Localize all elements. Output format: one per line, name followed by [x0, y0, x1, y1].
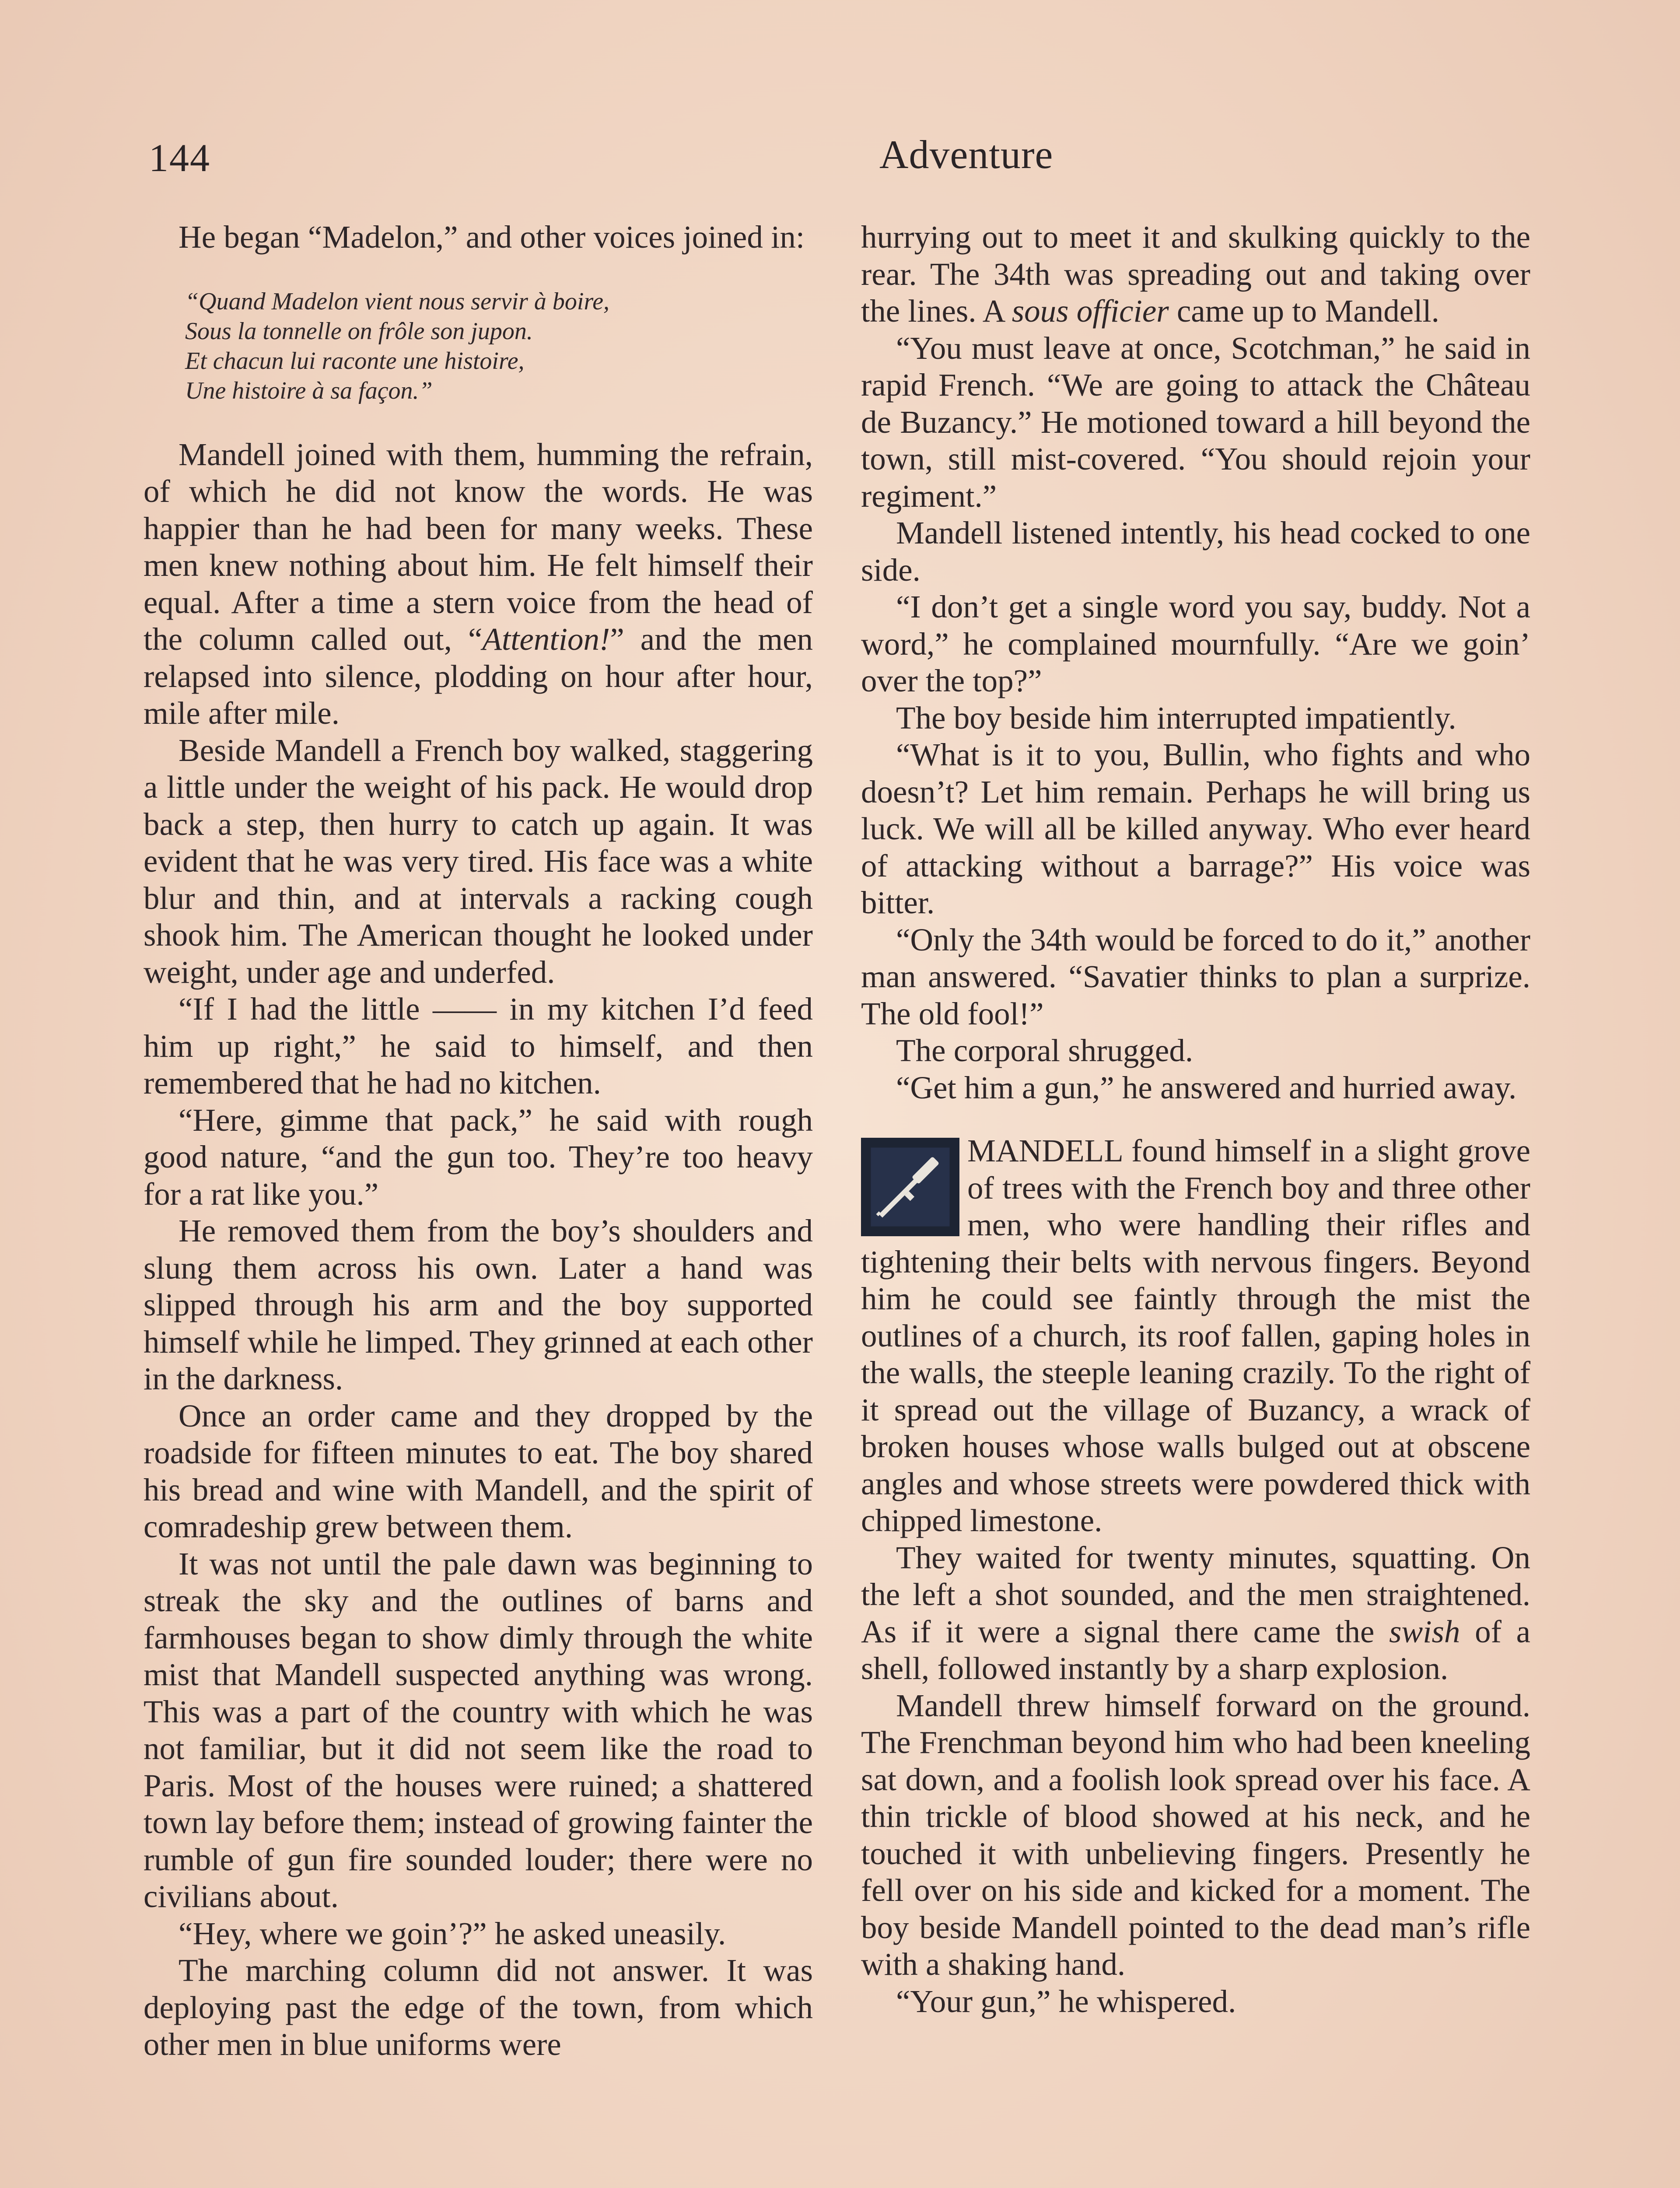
- paragraph: “You must leave at once, Scotchman,” he said in rapid French. “We are going to attack the Château de Buzancy.” He motioned toward a hill beyond the town, still mist-covered. “You should rejoin your regiment.”: [861, 330, 1530, 514]
- page-header: [144, 131, 1536, 193]
- right-column: [861, 219, 1530, 2020]
- page-number: 144: [149, 137, 210, 180]
- left-column: [144, 219, 813, 2063]
- verse-line: Et chacun lui raconte une histoire,: [185, 347, 525, 375]
- paragraph: It was not until the pale dawn was beginning to streak the sky and the outlines of barns and farmhouses began to show dimly through the white mist that Mandell suspected anything was wrong. This was a part of the country with which he was not familiar, but it did not seem like the road to Paris. Most of the houses were ruined; a shattered town lay before them; instead of growing fainter the rumble of gun fire sounded louder; there were no civilians about.: [144, 1546, 813, 1914]
- paragraph: hurrying out to meet it and skulking quickly to the rear. The 34th was spreading out and taking over the lines. A sous officier came up to Mandell.: [861, 219, 1530, 329]
- paragraph: “Here, gimme that pack,” he said with rough good nature, “and the gun too. They’re too heavy for a rat like you.”: [144, 1102, 813, 1212]
- paragraph: Once an order came and they dropped by the roadside for fifteen minutes to eat. The boy shared his bread and wine with Mandell, and the spirit of comradeship grew between them.: [144, 1398, 813, 1544]
- paragraph: The boy beside him interrupted impatiently.: [896, 700, 1456, 736]
- verse-line: Une histoire à sa façon.”: [185, 377, 433, 404]
- paragraph: He began “Madelon,” and other voices joined in:: [178, 219, 805, 255]
- paragraph: The corporal shrugged.: [896, 1033, 1194, 1068]
- paragraph: The marching column did not answer. It was deploying past the edge of the town, from which other men in blue uniforms were: [144, 1953, 813, 2062]
- verse-line: “Quand Madelon vient nous servir à boire,: [185, 288, 610, 315]
- verse-line: Sous la tonnelle on frôle son jupon.: [185, 317, 533, 345]
- paragraph: “Your gun,” he whispered.: [896, 1983, 1236, 2019]
- paragraph: “I don’t get a single word you say, buddy. Not a word,” he complained mournfully. “Are we goin’ over the top?”: [861, 589, 1530, 698]
- paragraph: “What is it to you, Bullin, who fights and who doesn’t? Let him remain. Perhaps he will bring us luck. We will all be killed anyway. Who ever heard of attacking without a barrage?” His voice was bitter.: [861, 737, 1530, 920]
- paragraph: Mandell joined with them, humming the refrain, of which he did not know the words. He was happier than he had been for many weeks. These men knew nothing about him. He felt himself their equal. After a time a stern voice from the head of the column called out, “Attention!” and the men relapsed into silence, plodding on hour after hour, mile after mile.: [144, 436, 813, 731]
- emphasis: sous officier: [1012, 293, 1169, 329]
- paragraph: “If I had the little —— in my kitchen I’d feed him up right,” he said to himself, and then remembered that he had no kitchen.: [144, 991, 813, 1101]
- paragraph: They waited for twenty minutes, squatting. On the left a shot sounded, and the men straightened. As if it were a signal there came the swish of a shell, followed instantly by a sharp explosion.: [861, 1539, 1530, 1686]
- paragraph: “Get him a gun,” he answered and hurried away.: [896, 1069, 1517, 1105]
- paragraph: “Only the 34th would be forced to do it,” another man answered. “Savatier thinks to plan a surprize. The old fool!”: [861, 922, 1530, 1031]
- paragraph: Mandell threw himself forward on the ground. The Frenchman beyond him who had been kneeling sat down, and a foolish look spread over his face. A thin trickle of blood showed at his neck, and he touched it with unbelieving fingers. Presently he fell over on his side and kicked for a moment. The boy beside Mandell pointed to the dead man’s rifle with a shaking hand.: [861, 1687, 1530, 1982]
- emphasis: Attention!: [482, 621, 610, 657]
- song-verse: [185, 287, 813, 406]
- paragraph: Mandell listened intently, his head cocked to one side.: [861, 515, 1530, 588]
- paragraph: Beside Mandell a French boy walked, staggering a little under the weight of his pack. He would drop back a step, then hurry to catch up again. It was evident that he was very tired. His face was a white blur and thin, and at intervals a racking cough shook him. The American thought he looked under weight, under age and underfed.: [144, 732, 813, 990]
- running-title: Adventure: [879, 132, 1054, 177]
- paragraph: “Hey, where we goin’?” he asked uneasily.: [178, 1915, 726, 1951]
- section-paragraph: MANDELL found himself in a slight grove of trees with the French boy and three other men, who were handling their rifles and tightening their belts with nervous fingers. Beyond him he could see faintly through the mist the outlines of a church, its roof fallen, gaping holes in the walls, the steeple leaning crazily. To the right of it spread out the village of Buzancy, a wrack of broken houses whose walls bulged out at obscene angles and whose streets were powdered thick with chipped limestone.: [861, 1133, 1530, 1538]
- rifle-icon: [861, 1138, 959, 1236]
- paragraph: He removed them from the boy’s shoulders and slung them across his own. Later a hand was slipped through his arm and the boy supported himself while he limped. They grinned at each other in the darkness.: [144, 1213, 813, 1396]
- emphasis: swish: [1389, 1613, 1460, 1649]
